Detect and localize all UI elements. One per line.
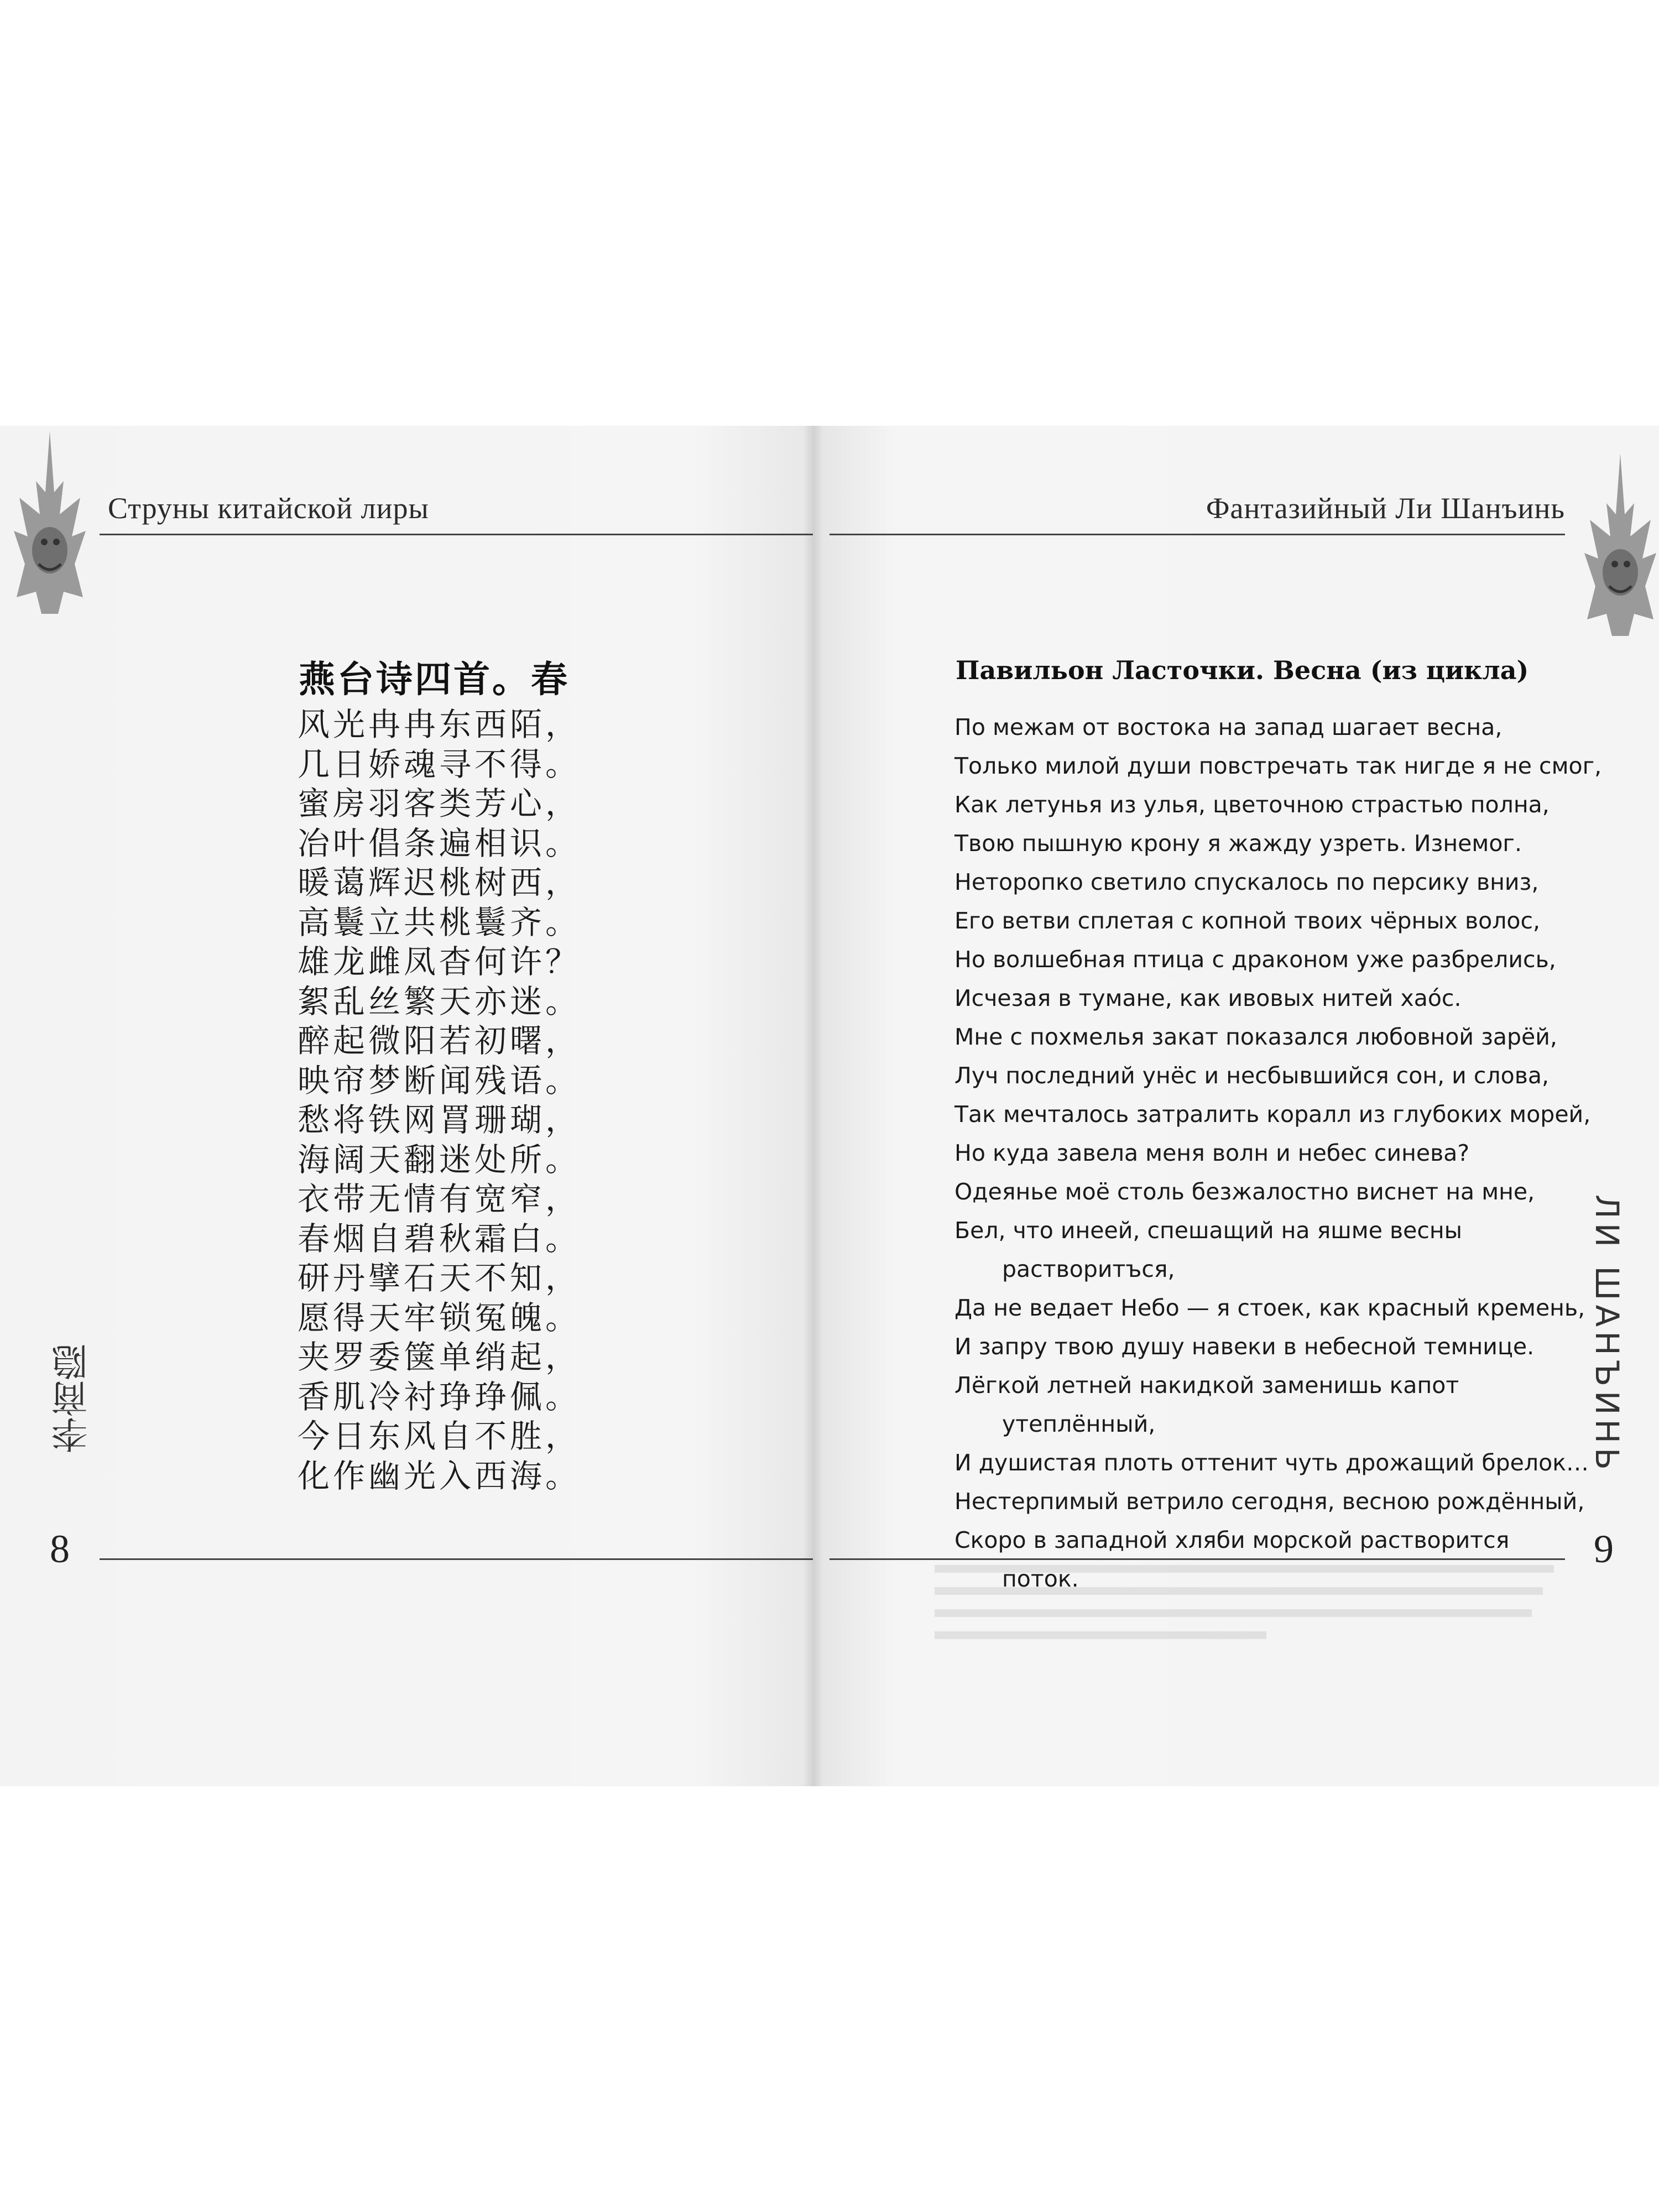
russian-poem-line: Но волшебная птица с драконом уже разбрелись, — [954, 946, 1556, 973]
chimera-ornament-icon — [11, 431, 88, 614]
chinese-poem-line: 愁将铁网罥珊瑚， — [298, 1101, 581, 1139]
russian-poem-line: Так мечталось затралить коралл из глубоких морей, — [954, 1101, 1591, 1128]
running-head-left: Струны китайской лиры — [108, 492, 429, 525]
russian-poem-line: Только милой души повстречать так нигде я не смог, — [954, 753, 1602, 779]
chinese-poem-line: 春烟自碧秋霜白。 — [298, 1219, 581, 1258]
russian-poem-line: Одеянье моё столь безжалостно виснет на мне, — [954, 1178, 1535, 1205]
russian-poem-line: И душистая плоть оттенит чуть дрожащий брелок… — [954, 1449, 1589, 1476]
russian-poem-line: Исчезая в тумане, как ивовых нитей хао́с. — [954, 985, 1462, 1011]
russian-poem-line: Но куда завела меня волн и небес синева? — [954, 1140, 1470, 1166]
russian-poem-line: По межам от востока на запад шагает весна, — [954, 714, 1503, 740]
russian-poem-line: Скоро в западной хляби морской растворится — [954, 1527, 1510, 1553]
chinese-poem-line: 海阔天翻迷处所。 — [298, 1140, 581, 1178]
chinese-poem-line: 醉起微阳若初曙， — [298, 1022, 581, 1060]
chinese-poem-line: 蜜房羽客类芳心， — [298, 785, 581, 822]
russian-poem-line: Да не ведает Небо — я стоек, как красный кремень, — [954, 1295, 1585, 1321]
russian-poem-line: утеплённый, — [1002, 1411, 1156, 1437]
russian-poem-line: растворитъся, — [1002, 1256, 1175, 1282]
header-rule-right — [830, 534, 1565, 535]
chinese-poem-title: 燕台诗四首。春 — [299, 658, 570, 701]
russian-poem-line: Лёгкой летней накидкой заменишь капот — [954, 1372, 1459, 1399]
side-author-russian: ЛИ ШАНЪИНЬ — [1588, 1194, 1626, 1474]
russian-poem — [954, 708, 1601, 1598]
chinese-poem-line: 风光冉冉东西陌， — [298, 706, 581, 743]
chinese-poem-line: 几日娇魂寻不得。 — [298, 745, 581, 783]
book-gutter — [803, 426, 823, 1786]
chinese-poem-line: 香肌冷衬琤琤佩。 — [298, 1378, 581, 1416]
russian-poem-line: Его ветви сплетая с копной твоих чёрных волос, — [954, 907, 1541, 934]
chinese-poem-line: 愿得天牢锁冤魄。 — [298, 1298, 581, 1337]
side-author-chinese: 李商隐 — [51, 1344, 94, 1453]
chimera-ornament-icon — [1582, 453, 1659, 636]
chinese-poem-line: 夹罗委箧单绡起， — [298, 1338, 581, 1376]
russian-poem-line: поток. — [1002, 1566, 1079, 1592]
footer-rule-left — [100, 1558, 813, 1560]
chinese-poem — [298, 705, 581, 1496]
running-head-right: Фантазийный Ли Шанъинь — [1206, 492, 1565, 525]
chinese-poem-line: 高鬟立共桃鬟齐。 — [298, 903, 581, 941]
russian-poem-line: Нестерпимый ветрило сегодня, весною рождённый, — [954, 1488, 1585, 1515]
page-number-left: 8 — [50, 1527, 70, 1571]
russian-poem-line: Неторопко светило спускалось по персику вниз, — [954, 869, 1539, 895]
header-rule-left — [100, 534, 813, 535]
book-spread — [0, 426, 1659, 1786]
russian-poem-title: Павильон Ласточки. Весна (из цикла) — [956, 655, 1529, 685]
chinese-poem-line: 研丹擘石天不知， — [298, 1259, 581, 1297]
russian-poem-line: Как летунья из улья, цветочною страстью полна, — [954, 791, 1550, 818]
chinese-poem-line: 映帘梦断闻残语。 — [298, 1061, 581, 1099]
russian-poem-line: Твою пышную крону я жажду узреть. Изнемог. — [954, 830, 1522, 857]
page-number-right: 9 — [1594, 1527, 1614, 1571]
chinese-poem-line: 暖蔼辉迟桃树西， — [298, 864, 581, 901]
chinese-poem-line: 衣带无情有宽窄， — [298, 1180, 581, 1218]
bleed-through-text — [935, 1559, 1571, 1653]
russian-poem-line: Луч последний унёс и несбывшийся сон, и слова, — [954, 1062, 1550, 1089]
russian-poem-line: Мне с похмелья закат показался любовной зарёй, — [954, 1024, 1557, 1050]
russian-poem-line: Бел, что инеей, спешащий на яшме весны — [954, 1217, 1463, 1244]
russian-poem-line: И запру твою душу навеки в небесной темнице. — [954, 1333, 1535, 1360]
chinese-poem-line: 冶叶倡条遍相识。 — [298, 824, 581, 862]
chinese-poem-line: 今日东风自不胜， — [298, 1417, 581, 1455]
chinese-poem-line: 化作幽光入西海。 — [298, 1457, 581, 1495]
chinese-poem-line: 雄龙雌凤杳何许？ — [298, 943, 581, 980]
chinese-poem-line: 絮乱丝繁天亦迷。 — [298, 982, 581, 1020]
